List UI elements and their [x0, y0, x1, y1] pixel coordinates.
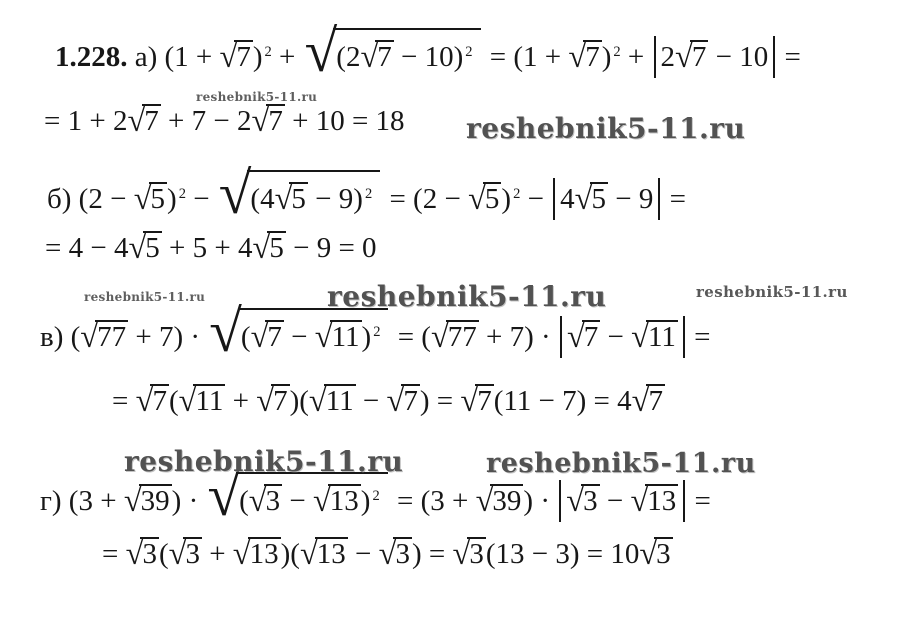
math-text: − 10) [393, 41, 464, 73]
sqrt-expression: √7 [219, 39, 251, 76]
sqrt-expression: √77 [430, 319, 477, 356]
math-text: − [283, 321, 315, 353]
math-text: = (2 − [382, 183, 469, 215]
radicand: 7 [268, 105, 283, 137]
big-sqrt-expression: √(√7 − √11) $^2$ [209, 308, 388, 355]
radicand [236, 472, 388, 520]
math-line-b-part2 [45, 231, 377, 266]
sqrt-expression: √5 [252, 230, 284, 267]
math-text: = [777, 41, 801, 73]
exponent: 2 [613, 43, 621, 60]
math-text: ( [239, 485, 249, 517]
math-text: ) = [419, 385, 461, 417]
sqrt-expression: √13 [630, 483, 677, 520]
math-text: = [686, 321, 711, 353]
radicand: 11 [325, 385, 354, 417]
watermark-large-4: reshebnik5-11.ru [486, 448, 756, 479]
watermark-large-2: reshebnik5-11.ru [327, 280, 607, 313]
radicand: 5 [484, 183, 500, 215]
math-text: − 9 [608, 183, 654, 215]
sqrt-expression: √7 [568, 39, 600, 76]
math-text: (4 [250, 183, 275, 215]
radicand: 7 [267, 321, 282, 353]
math-text: = [112, 385, 136, 417]
math-text: ) [252, 41, 263, 73]
radicand: 3 [583, 485, 598, 517]
sqrt-expression: √7 [566, 319, 599, 356]
sqrt-expression: √11 [308, 383, 354, 420]
math-text: ) [501, 183, 512, 215]
math-text: 1.228. [55, 41, 128, 73]
absolute-value-group [560, 316, 685, 358]
radicand: 7 [152, 385, 167, 417]
exponent: 2 [372, 487, 380, 504]
sqrt-expression: √7 [386, 383, 418, 420]
sqrt-expression: √7 [675, 39, 707, 76]
radicand: 13 [249, 538, 279, 570]
math-text: (2 [336, 41, 361, 73]
math-text: + [225, 385, 257, 417]
math-text: ) · [523, 485, 558, 517]
watermark-large-1: reshebnik5-11.ru [466, 112, 746, 145]
sqrt-expression: √3 [168, 536, 200, 573]
math-text: − [520, 183, 552, 215]
radicand: 7 [144, 105, 159, 137]
exponent: 2 [465, 43, 473, 60]
math-line-a-part1 [55, 18, 801, 85]
sqrt-expression: √7 [135, 383, 167, 420]
math-text: 2 [660, 41, 676, 73]
radicand: 7 [273, 385, 288, 417]
sqrt-expression: √13 [232, 536, 279, 573]
radicand [333, 28, 480, 76]
sqrt-expression: √7 [256, 383, 288, 420]
math-text: ) = [411, 538, 453, 570]
math-text: = 1 + 2 [44, 105, 128, 137]
math-text: − [347, 538, 379, 570]
math-text: − 9 = 0 [285, 232, 377, 264]
watermark-small-1: reshebnik5-11.ru [196, 90, 318, 104]
radicand: 5 [145, 232, 160, 264]
radicand: 5 [291, 183, 306, 215]
math-text: + [201, 538, 233, 570]
radicand: 13 [329, 485, 359, 517]
math-line-b-part1 [47, 160, 686, 227]
math-line-a-part2 [44, 104, 405, 139]
exponent: 2 [513, 185, 521, 202]
math-text: (11 − 7) = 4 [493, 385, 632, 417]
absolute-value-group [553, 178, 660, 220]
sqrt-expression: √3 [125, 536, 157, 573]
math-text: + 10 = 18 [284, 105, 405, 137]
math-text: ( [158, 538, 169, 570]
sqrt-expression: √5 [274, 181, 306, 218]
sqrt-expression: √11 [178, 383, 224, 420]
big-sqrt-expression: √(2√7 − 10) $^2$ [305, 28, 481, 75]
math-line-g-part2 [102, 537, 673, 572]
math-text: ) [601, 41, 612, 73]
math-text: ) [361, 321, 372, 353]
sqrt-expression: √13 [299, 536, 346, 573]
math-text: + 7 − 2 [160, 105, 252, 137]
math-text: = [662, 183, 686, 215]
radicand: 39 [492, 485, 522, 517]
math-text: = (1 + [482, 41, 569, 73]
radicand: 7 [477, 385, 492, 417]
math-text: − [185, 183, 217, 215]
math-text: − 10 [708, 41, 769, 73]
sqrt-expression: √11 [631, 319, 676, 356]
sqrt-expression: √3 [639, 536, 671, 573]
radicand [247, 170, 380, 218]
sqrt-expression: √5 [133, 181, 166, 218]
radicand: 7 [377, 41, 392, 73]
radicand: 7 [583, 321, 599, 353]
radicand: 7 [648, 385, 663, 417]
math-text: = (3 + [389, 485, 476, 517]
radicand: 7 [585, 41, 600, 73]
radicand: 77 [97, 321, 127, 353]
math-line-v-part2 [112, 384, 665, 419]
math-text: ) [167, 183, 177, 215]
math-text: − [355, 385, 387, 417]
radicand: 7 [236, 41, 251, 73]
big-sqrt-expression: √(√3 − √13) $^2$ [207, 472, 387, 519]
sqrt-expression: √3 [378, 536, 410, 573]
radicand: 5 [150, 183, 166, 215]
sqrt-expression: √7 [250, 319, 282, 356]
math-line-v-part1 [40, 298, 711, 365]
math-text: )( [289, 385, 309, 417]
radicand: 11 [647, 321, 676, 353]
math-text: г) (3 + [40, 485, 124, 517]
sqrt-expression: √39 [123, 483, 170, 520]
sqrt-expression: √5 [574, 181, 606, 218]
sqrt-expression: √3 [566, 483, 598, 520]
math-text: − 9) [307, 183, 363, 215]
sqrt-expression: √7 [460, 383, 492, 420]
radicand: 13 [316, 538, 346, 570]
exponent: 2 [373, 323, 381, 340]
radicand: 7 [691, 41, 707, 73]
watermark-small-2: reshebnik5-11.ru [84, 290, 206, 304]
radicand: 77 [447, 321, 477, 353]
sqrt-expression: √3 [248, 483, 281, 520]
math-text: − [282, 485, 313, 517]
radicand: 39 [140, 485, 170, 517]
exponent: 2 [178, 185, 186, 202]
math-text: − [599, 485, 631, 517]
math-text: ( [168, 385, 179, 417]
radicand: 13 [647, 485, 677, 517]
sqrt-expression: √3 [452, 536, 484, 573]
math-text: + 7) · [128, 321, 208, 353]
math-text: + [620, 41, 652, 73]
math-text: = [102, 538, 126, 570]
exponent: 2 [264, 43, 272, 60]
radicand: 3 [656, 538, 671, 570]
math-text: ) · [171, 485, 206, 517]
sqrt-expression: √5 [468, 181, 500, 218]
sqrt-expression: √13 [312, 483, 359, 520]
math-text: (13 − 3) = 10 [485, 538, 640, 570]
radicand: 3 [265, 485, 281, 517]
math-text: = [687, 485, 711, 517]
math-text: в) ( [40, 321, 81, 353]
radicand: 7 [403, 385, 418, 417]
sqrt-expression: √7 [631, 383, 663, 420]
math-text: ( [240, 321, 251, 353]
sqrt-expression: √5 [128, 230, 160, 267]
absolute-value-group [559, 480, 685, 522]
sqrt-expression: √77 [80, 319, 127, 356]
radicand: 3 [185, 538, 200, 570]
radicand: 5 [591, 183, 606, 215]
math-text: 4 [560, 183, 575, 215]
math-text: − [600, 321, 632, 353]
absolute-value-group [654, 36, 776, 78]
radicand: 3 [395, 538, 410, 570]
math-line-g-part1 [40, 462, 711, 529]
radicand: 11 [195, 385, 224, 417]
big-sqrt-expression: √(4√5 − 9) $^2$ [219, 170, 380, 217]
exponent: 2 [364, 185, 373, 202]
math-text: + [271, 41, 303, 73]
watermark-medium-1: reshebnik5-11.ru [696, 283, 848, 301]
radicand: 5 [269, 232, 284, 264]
math-text: = 4 − 4 [45, 232, 129, 264]
math-text: + 7) · [478, 321, 558, 353]
sqrt-expression: √7 [360, 39, 392, 76]
radicand: 11 [331, 321, 360, 353]
math-text: ) [360, 485, 371, 517]
watermark-large-3: reshebnik5-11.ru [124, 445, 404, 478]
math-text: б) (2 − [47, 183, 134, 215]
math-text: + 5 + 4 [161, 232, 253, 264]
radicand [238, 308, 389, 356]
sqrt-expression: √11 [314, 319, 360, 356]
radicand: 3 [142, 538, 157, 570]
math-text: а) (1 + [127, 41, 220, 73]
sqrt-expression: √39 [475, 483, 522, 520]
sqrt-expression: √7 [251, 103, 283, 140]
math-text: = ( [390, 321, 431, 353]
math-text: )( [280, 538, 300, 570]
sqrt-expression: √7 [127, 103, 159, 140]
radicand: 3 [469, 538, 484, 570]
